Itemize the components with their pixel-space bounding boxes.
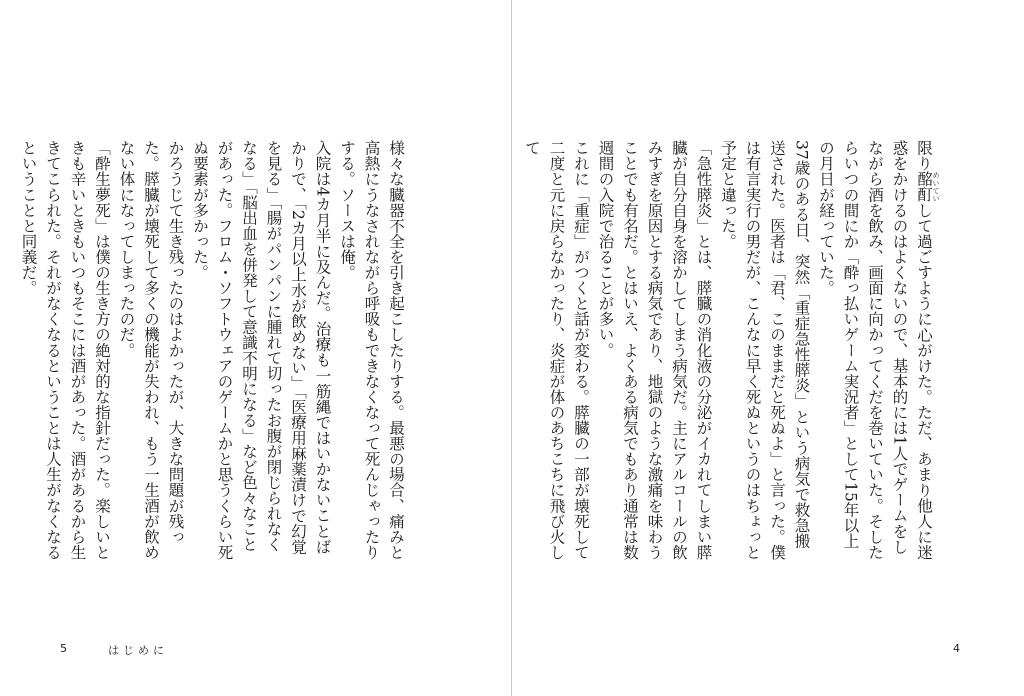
page-number: 4 [953, 642, 960, 655]
paragraph: 「急性膵炎」とは、膵臓の消化液の分泌がイカれてしまい膵臓が自分自身を溶かしてしまう病気だ。主にアルコールの飲みすぎを原因とする病気であり、地獄のような激痛を味わうことでも有名だ。とはいえ、よくある病気でもあり通常は数週間の入院で治ることが多い。 [596, 140, 713, 560]
page-number: 5 [60, 642, 67, 655]
running-head: はじめに [108, 644, 168, 657]
right-page [512, 0, 1024, 696]
left-page-text [16, 140, 408, 560]
ruby-annotation: 酩酊 めいてい [915, 171, 940, 203]
paragraph: 入院は4カ月半に及んだ。治療も一筋縄ではいかないことばかりで、「2カ月以上水が飲めない」「医療用麻薬漬けで幻覚を見る」「腸がパンパンに腫れて切ったお腹が閉じられなくなる」「脳出血を併発して意識不明になる」など色々なことがあった。フロム・ソフトウェアのゲームかと思うくらい死ぬ要素が多かった。 [191, 140, 332, 560]
ruby-text: めいてい [932, 171, 940, 203]
paragraph: 「酔生夢死」は僕の生き方の絶対的な指針だった。楽しいときも辛いときもいつもそこには酒があった。酒があるから生きてこられた。それがなくなるということは人生がなくなるということと同義だ。 [19, 140, 111, 560]
right-page-text [520, 140, 941, 560]
paragraph: これに「重症」がつくと話が変わる。膵臓の一部が壊死して二度と元に戻らなかったり、炎症が体のあちこちに飛び火して [523, 140, 590, 560]
paragraph: 限り酩酊 めいていして過ごすように心がけた。ただ、あまり他人に迷惑をかけるのはよくないので、基本的には1人でゲームをしながら酒を飲み、画面に向かってくだを巻いていた。そしたらいつの間にか「酔っ払いゲーム実況者」として15年以上の月日が経っていた。 [817, 140, 940, 560]
paragraph: 37歳のある日、突然「重症急性膵炎」という病気で救急搬送された。医者は「君、このままだと死ぬよ」と言った。僕は有言実行の男だが、こんなに早く死ぬというのはちょっと予定と違った。 [719, 140, 811, 560]
paragraph: かろうじて生き残ったのはよかったが、大きな問題が残った。膵臓が壊死して多くの機能が失われ、もう一生酒が飲めない体になってしまったのだ。 [117, 140, 185, 560]
paragraph: 様々な臓器不全を引き起こしたりする。最悪の場合、痛みと高熱にうなされながら呼吸もできなくなって死んじゃったりする。ソースは俺。 [338, 140, 405, 560]
